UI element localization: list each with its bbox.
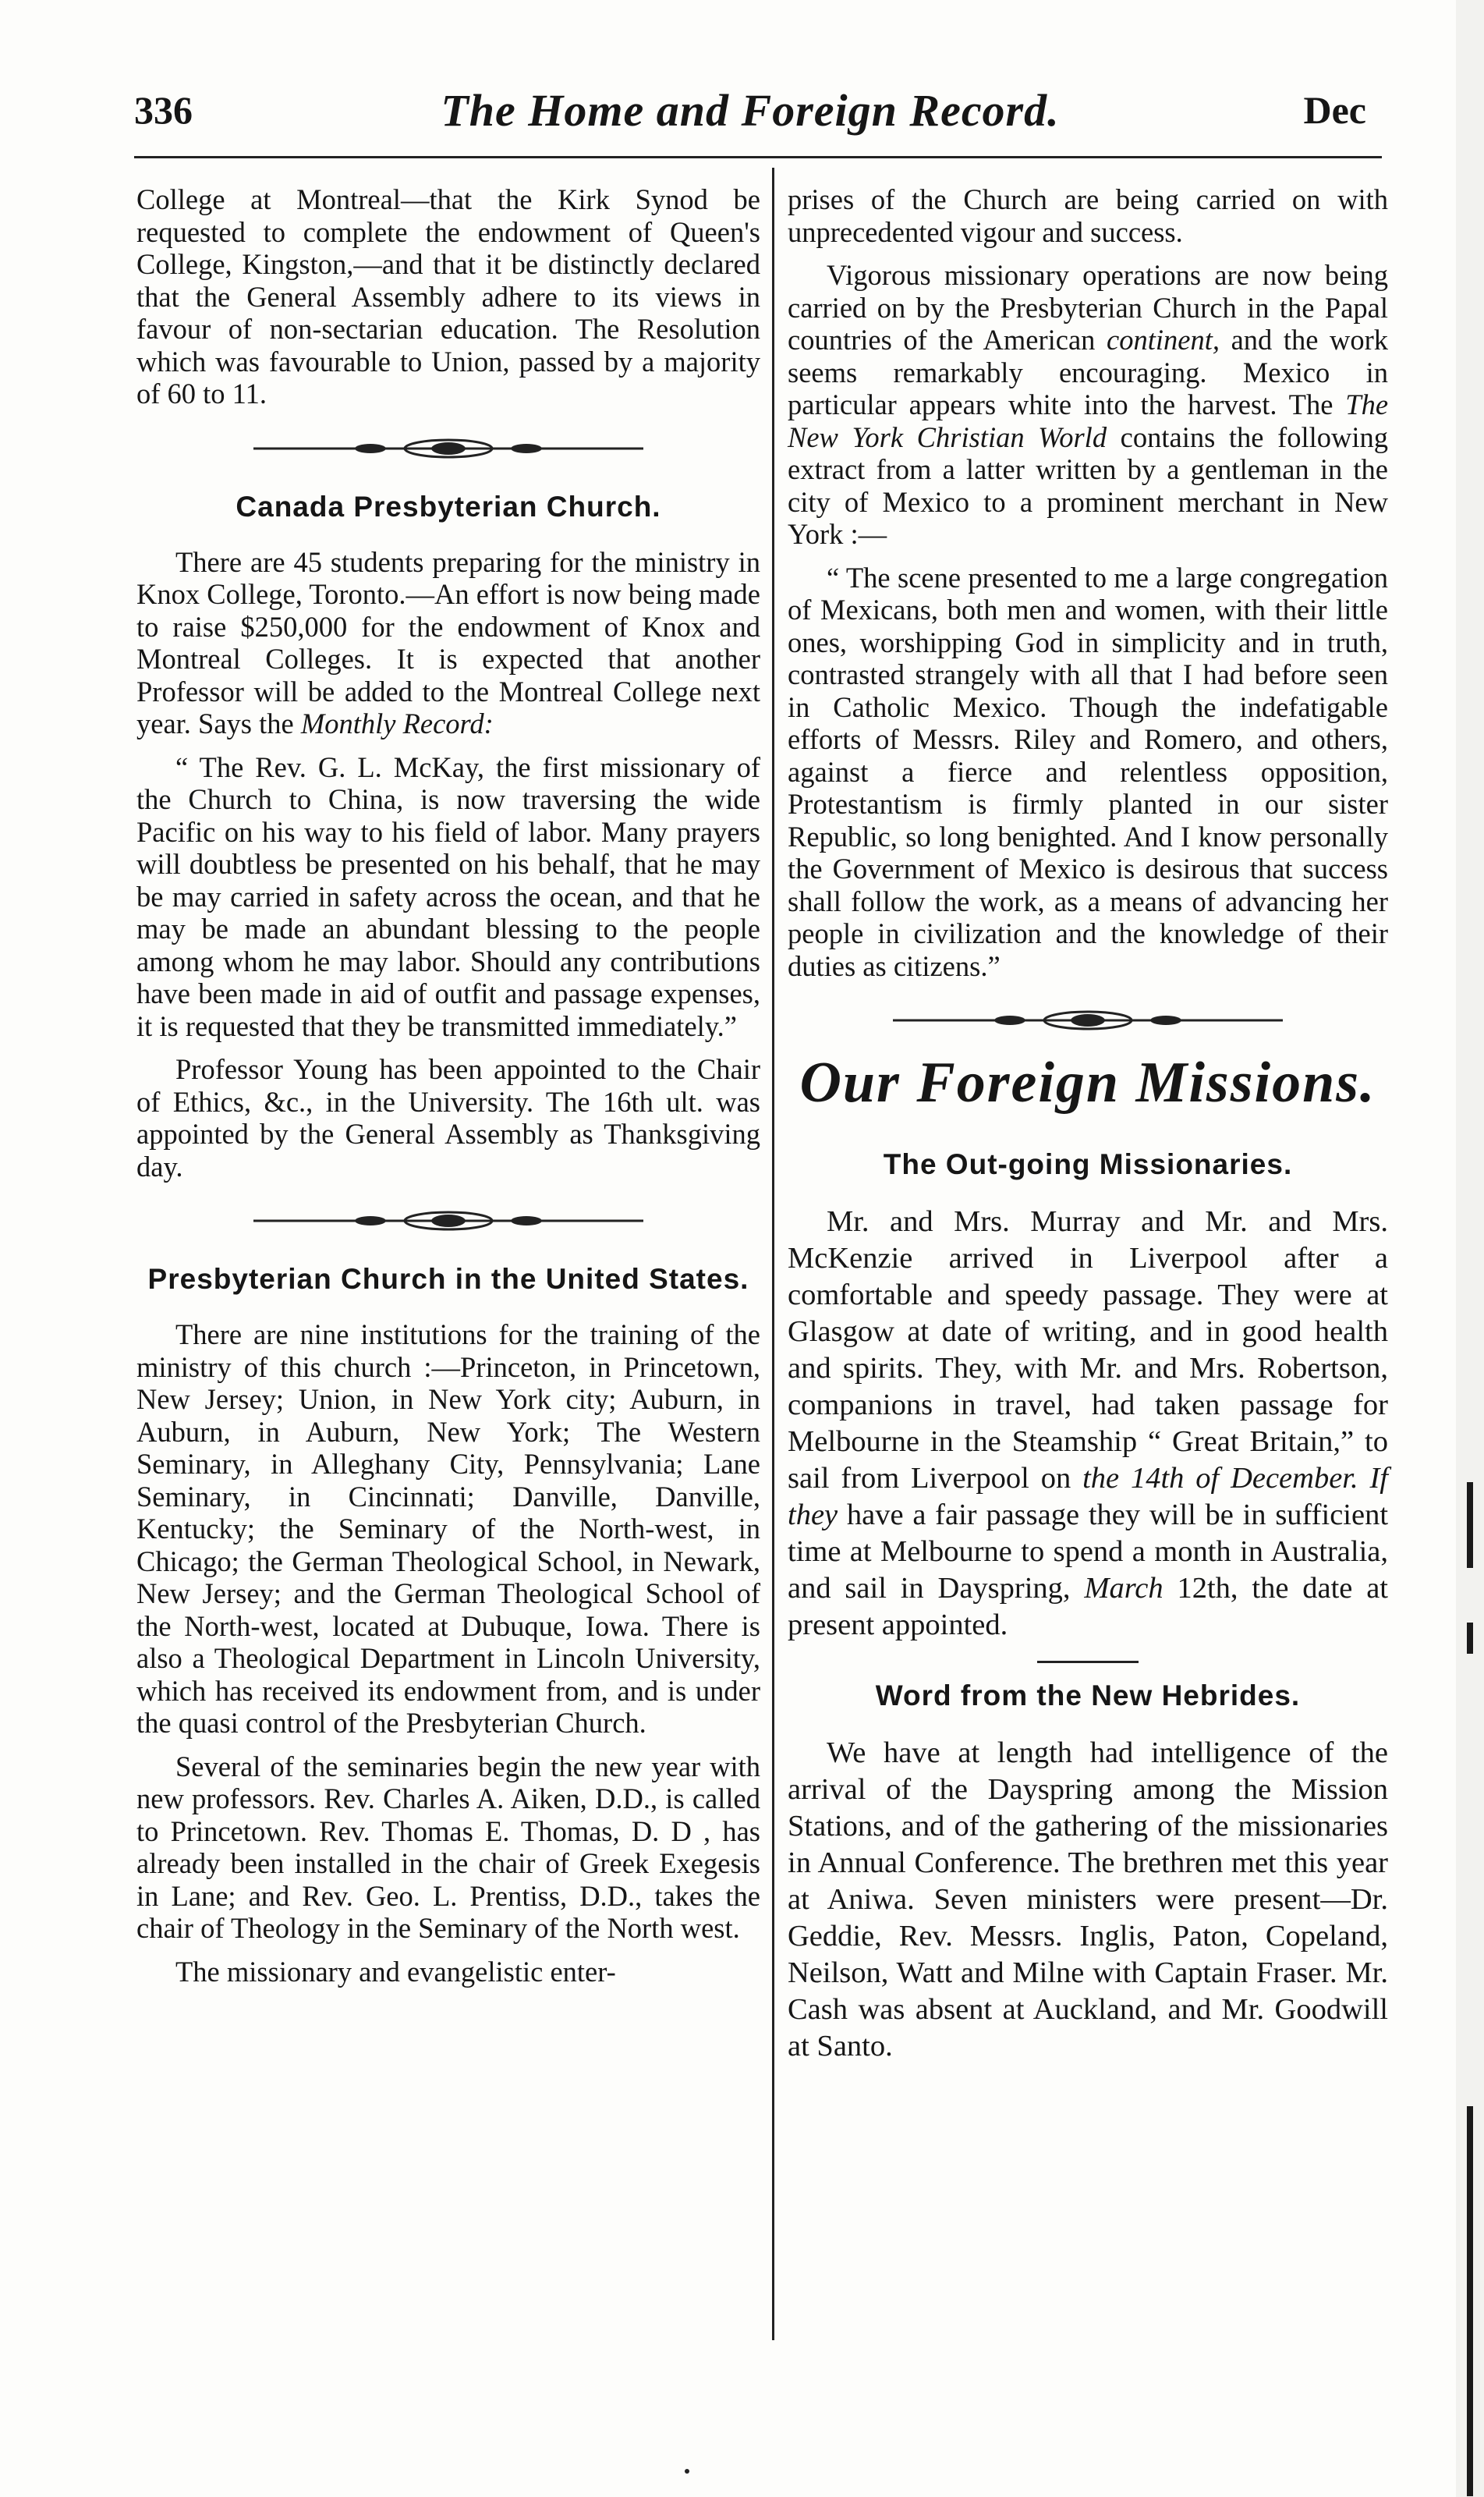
column-divider (772, 168, 774, 2340)
paragraph-knox (136, 546, 760, 740)
murray-text-b: have a fair passage they will be in sufficient time at Melbourne to spend a month in Australia, and sail in Dayspring, (788, 1499, 1389, 1605)
right-column (788, 183, 1388, 2076)
heading-new-hebrides: Word from the New Hebrides. (875, 1679, 1301, 1711)
page-number: 336 (134, 88, 193, 132)
left-column (136, 183, 760, 1999)
page-edge-shadow (1456, 0, 1484, 2497)
paragraph-mckay: “ The Rev. G. L. McKay, the first missionary of the Church to China, is now traversing the wide Pacific on his way to his field of labor. Many prayers will doubtless be presented on his behalf, that he may be may carried in safety across the ocean, and that he may be made an abundant blessing to the people among whom he may labor. Should any contributions have been made in aid of outfit and passage expenses, it is requested that they be transmitted immediately.” (136, 750, 760, 1042)
murray-text-a: Mr. and Mrs. Murray and Mr. and Mrs. McKenzie arrived in Liverpool after a comfortable and speedy passage. They were at Glasgow at date of writing, and in good health and spirits. They, with Mr. and Mrs. Robertson, companions in travel, had taken passage for Melbourne in the Steamship “ Great Britain,” to sail from Liverpool on (788, 1205, 1388, 1495)
paragraph-prises: prises of the Church are being carried on with unprecedented vigour and success. (788, 183, 1388, 248)
paragraph-seminaries: Several of the seminaries begin the new year with new professors. Rev. Charles A. Aiken, D.D., is called to Princetown. Rev. Thomas E. Thomas, D. D , has already been installed in the chair of Greek Exegesis in Lane; and Rev. Geo. L. Prentiss, D.D., takes the chair of Theology in the Seminary of the North west. (136, 1750, 760, 1944)
murray-text-c: 12th, the date at present appointed. (788, 1572, 1388, 1641)
heading-canada-presbyterian: Canada Presbyterian Church. (236, 490, 661, 523)
vigorous-text-c: contains the following extract from a latter written by a gentleman in the city of Mexico to a prominent merchant in New York :— (788, 420, 1389, 550)
edge-mark (1467, 2106, 1473, 2496)
running-month: Dec (1303, 88, 1366, 132)
paragraph-young: Professor Young has been appointed to the Chair of Ethics, &c., in the University. The 16th ult. was appointed by the General Assembly as Thanksgiving day. (136, 1053, 760, 1183)
murray-emphasis-1: the 14th of December. If they (788, 1462, 1388, 1531)
ornament-divider-icon (885, 1009, 1291, 1032)
paragraph-hebrides: We have at length had intelligence of the arrival of the Dayspring among the Mission Stations, and of the gathering of the missionaries in Annual Conference. The brethren met this year at Aniwa. Seven ministers were present—Dr. Geddie, Rev. Messrs. Inglis, Paton, Copeland, Neilson, Watt and Milne with Captain Fraser. Mr. Cash was absent at Auckland, and Mr. Goodwill at Santo. (788, 1736, 1388, 2063)
ornament-divider-icon (246, 1209, 651, 1233)
paragraph-missionary-start: The missionary and evangelistic enter- (175, 1955, 616, 1988)
murray-emphasis-2: March (1084, 1572, 1163, 1605)
printer-mark (685, 2469, 689, 2474)
vigorous-text-a: Vigorous missionary operations are now being carried on by the Presbyterian Church in the Papal countries of the American (788, 259, 1388, 356)
edge-mark (1467, 1623, 1473, 1654)
heading-presbyterian-us: Presbyterian Church in the United States. (147, 1263, 749, 1295)
section-title-foreign-missions: Our Foreign Missions. (799, 1051, 1376, 1115)
paragraph-murray (788, 1204, 1388, 1644)
paragraph-college: College at Montreal—that the Kirk Synod be requested to complete the endowment of Queen's College, Kingston,—and that it be distinctly declared that the General Assembly adhere to its views in favour of non-sectarian education. The Resolution which was favourable to Union, passed by a majority of 60 to 11. (136, 183, 760, 410)
paragraph-knox-text: There are 45 students preparing for the ministry in Knox College, Toronto.—An effort is now being made to raise $250,000 for the endowment of Knox and Montreal Colleges. It is expected that another Professor will be added to the Montreal College next year. Says the (136, 545, 760, 740)
heading-outgoing-missionaries: The Out-going Missionaries. (883, 1148, 1293, 1180)
newspaper-title: The New York Christian World (788, 388, 1389, 453)
paragraph-scene: “ The scene presented to me a large congregation of Mexicans, both men and women, with their little ones, worshipping God in simplicity and in truth, contrasted strangely with all that I had before seen in Catholic Mexico. Though the indefatigable efforts of Messrs. Riley and Romero, and others, against a fierce and relentless opposition, Protestantism is firmly planted in our sister Republic, so long benighted. And I know personally the Government of Mexico is desirous that success shall follow the work, as a means of advancing her people in civilization and the knowledge of their duties as citizens.” (788, 561, 1388, 982)
paragraph-vigorous (788, 259, 1388, 551)
ornament-divider-icon (246, 437, 651, 460)
header-rule (134, 156, 1382, 158)
vigorous-text-b: and the work seems remarkably encouraging. Mexico in particular appears white into the harvest. The (788, 324, 1389, 420)
page-header (134, 87, 1366, 142)
paragraph-institutions: There are nine institutions for the training of the ministry of this church :—Princeton, in Princetown, New Jersey; Union, in New York city; Auburn, in Auburn, in Auburn, New York; The Western Seminary, in Alleghany City, Pennsylvania; Lane Seminary, in Cincinnati; Danville, Danville, Kentucky; the Seminary of the North-west, in Chicago; the German Theological School, in Newark, New Jersey; and the German Theological School of the North-west, located at Dubuque, Iowa. There is also a Theological Department in Lincoln University, which has received its endowment from, and is under the quasi control of the Presbyterian Church. (136, 1318, 760, 1739)
short-rule (1037, 1661, 1139, 1663)
running-title: The Home and Foreign Record. (441, 85, 1060, 136)
monthly-record-title: Monthly Record: (300, 708, 494, 740)
edge-mark (1467, 1482, 1473, 1568)
vigorous-emphasis: continent, (1107, 324, 1220, 356)
